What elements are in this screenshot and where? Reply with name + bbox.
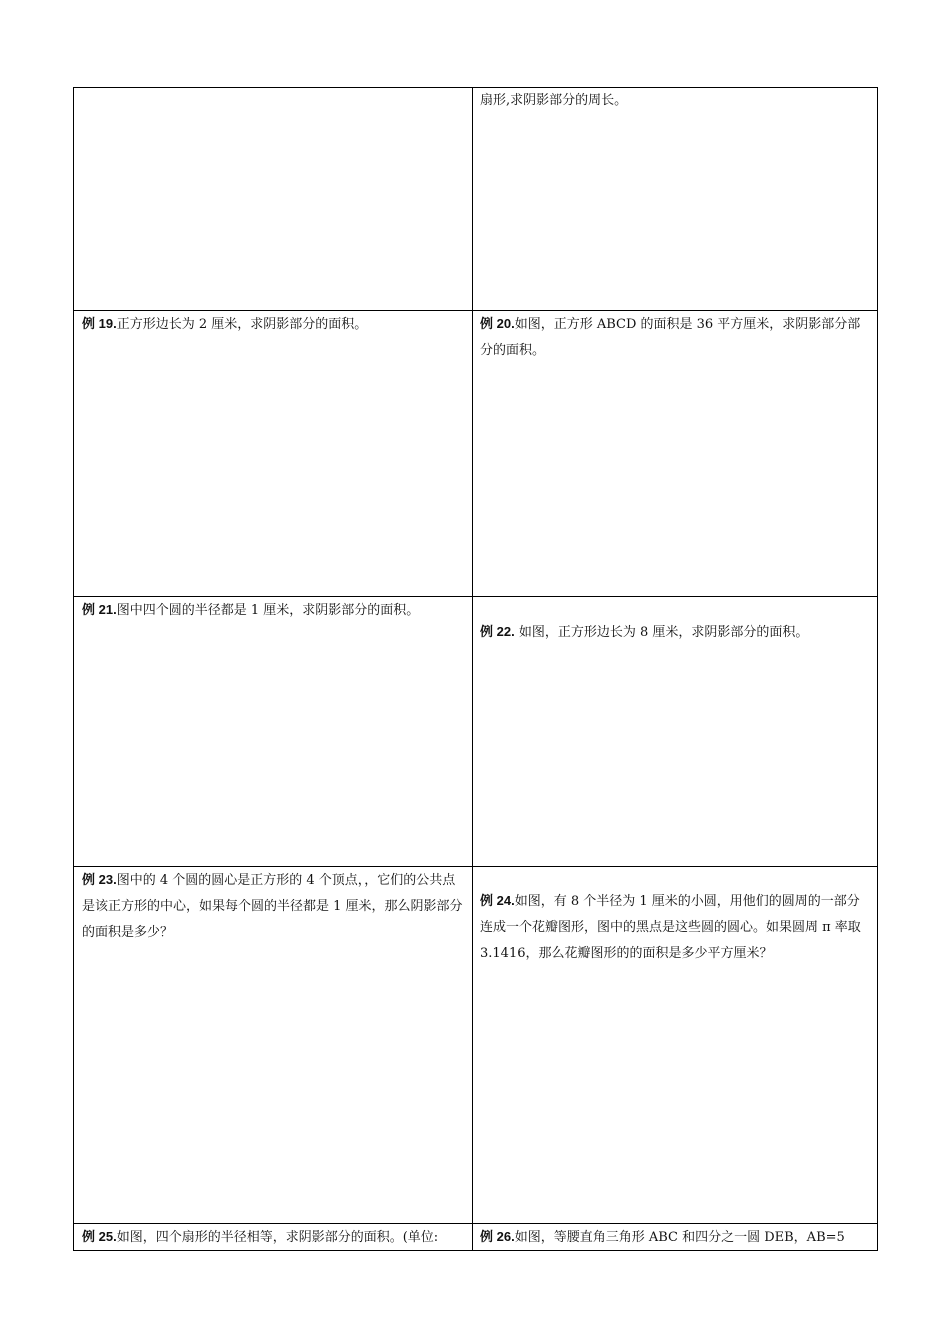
problem-20-label: 例 20. (480, 316, 515, 331)
problem-20-text: 如图，正方形 ABCD 的面积是 36 平方厘米，求阴影部分部分的面积。 (480, 317, 861, 358)
problem-22-text: 如图，正方形边长为 8 厘米，求阴影部分的面积。 (514, 625, 809, 640)
problem-21-label: 例 21. (82, 602, 117, 617)
problem-26-text: 如图，等腰直角三角形 ABC 和四分之一圆 DEB，AB=5 (514, 1230, 845, 1245)
problem-20-cell (472, 311, 878, 364)
worksheet-table (73, 87, 878, 1251)
problem-24-text: 如图，有 8 个半径为 1 厘米的小圆，用他们的圆周的一部分连成一个花瓣图形，图中的黑点是这些圆的圆心。如果圆周 π 率取 3.1416，那么花瓣图形的的面积是多少平方厘米？ (480, 894, 861, 961)
problem-23-text: 图中的 4 个圆的圆心是正方形的 4 个顶点，，它们的公共点是该正方形的中心，如果每个圆的半径都是 1 厘米，那么阴影部分的面积是多少？ (82, 873, 463, 940)
problem-22-cell (472, 619, 878, 646)
problem-19-cell (74, 311, 472, 338)
problem-26-label: 例 26. (480, 1229, 515, 1244)
problem-25-label: 例 25. (82, 1229, 117, 1244)
column-divider (472, 88, 473, 1250)
problem-18-tail-text: 扇形,求阴影部分的周长。 (480, 93, 628, 108)
problem-21-text: 图中四个圆的半径都是 1 厘米，求阴影部分的面积。 (116, 603, 420, 618)
problem-25-text: 如图，四个扇形的半径相等，求阴影部分的面积。(单位: (116, 1230, 439, 1245)
problem-24-label: 例 24. (480, 893, 515, 908)
problem-21-cell (74, 597, 472, 624)
problem-25-cell (74, 1224, 472, 1251)
problem-24-cell (472, 888, 878, 967)
problem-19-text: 正方形边长为 2 厘米，求阴影部分的面积。 (116, 317, 368, 332)
problem-18-tail-cell (472, 88, 878, 114)
problem-23-label: 例 23. (82, 872, 117, 887)
problem-19-label: 例 19. (82, 316, 117, 331)
problem-22-label: 例 22. (480, 624, 515, 639)
problem-23-cell (74, 867, 472, 946)
problem-26-cell (472, 1224, 878, 1251)
